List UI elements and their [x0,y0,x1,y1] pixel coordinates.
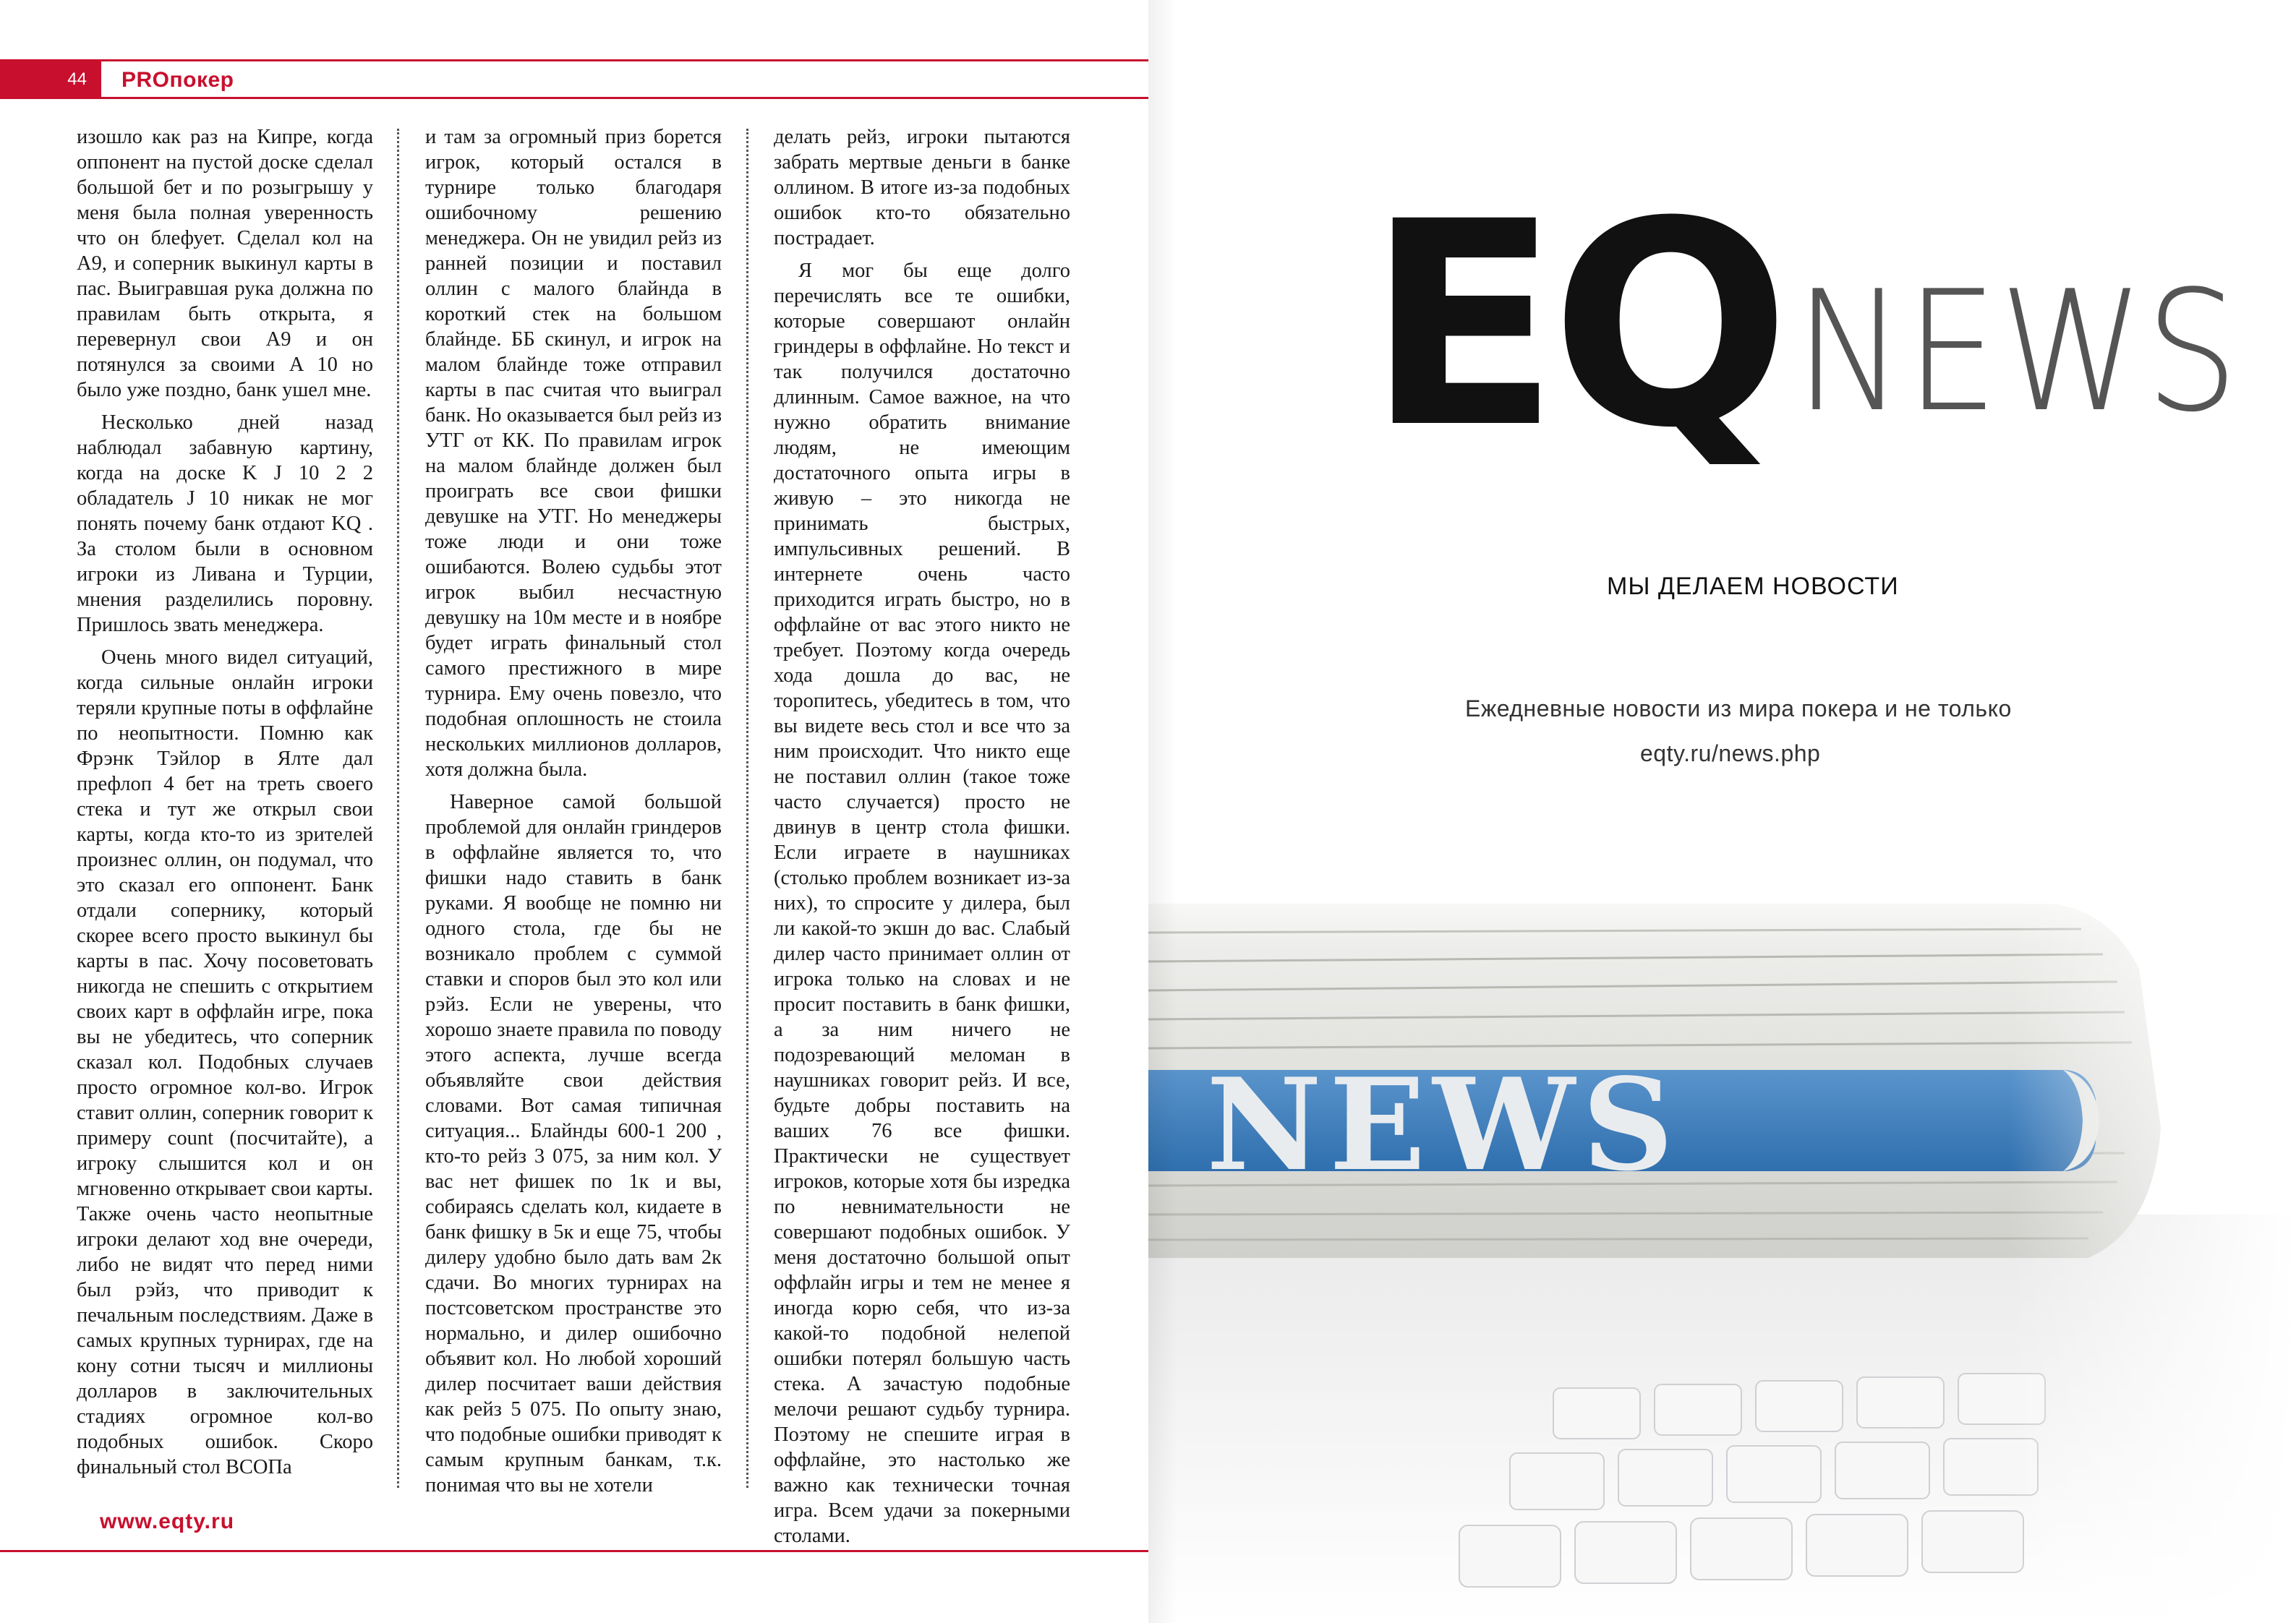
ad-tagline: МЫ ДЕЛАЕМ НОВОСТИ [1607,573,1899,600]
paragraph: делать рейз, игроки пытаются забрать мертвые деньги в банке оллином. В итоге из-за подобных ошибок кто-то обязательно пострадает. [774,126,1070,249]
gutter-shadow [1148,0,1177,1623]
page-number-box [0,61,101,98]
article-column-2 [425,124,722,1496]
paragraph: Очень много видел ситуаций, когда сильные онлайн игроки теряли крупные поты в оффлайне по неопытности. Помню как Фрэнк Тэйлор в Ялте дал префлоп 4 бет на треть своего стека и тут же открыл свои карты, когда кто-то из зрителей произнес оллин, он подумал, что это сказал его оппонент. Банк отдали сопернику, который скорее всего просто выкинул бы карты в пас. Хочу посоветовать никогда не спешить с открытием своих карт в оффлайн игре, пока вы не убедитесь, что соперник сказал кол. Подобных случаев просто огромное кол-во. Игрок ставит оллин, соперник говорит к примеру count (посчитайте), а игроку слышится кол и он мгновенно открывает свои карты. Также очень часто неопытные игроки делают ход вне очереди, либо не видят что перед ними был рэйз, что приводит к печальным последствиям. Даже в самых крупных турнирах, где на кону сотни тысяч и миллионы долларов в заключительных стадиях огромное кол-во подобных ошибок. Скоро финальный стол ВСОПа [77,646,373,1478]
header-bottom-rule [0,97,1148,99]
section-title: PROпокер [121,68,234,92]
paragraph: Наверное самой большой проблемой для онлайн гриндеров в оффлайне является то, что фишки надо ставить в банк руками. Я вообще не помню ни одного стола, где бы не возникало проблем с суммой ставки и споров был это кол или рэйз. Если не уверены, что хорошо знаете правила по поводу этого аспекта, лучше всегда объявляйте свои действия словами. Вот самая типичная ситуация... Блайнды 600-1 200 , кто-то рейз 3 075, за ним кол. У вас нет фишек по 1к и вы, собираясь сделать кол, кидаете в банк фишку в 5к и еще 75, чтобы дилеру удобно было дать вам 2к сдачи. Во многих турнирах на постсоветском пространстве это нормально, и дилер ошибочно объявит кол. Но любой хороший дилер посчитает ваши действия как рейз 5 075. По опыту знаю, что подобные ошибки приводят к самым крупным банкам, т.к. понимая что вы не хотели [425,791,722,1496]
paragraph: Несколько дней назад наблюдал забавную картину, когда на доске K J 10 2 2 обладатель J 10 никак не мог понять почему банк отдают KQ . За столом были в основном игроки из Ливана и Турции, мнения разделились поровну. Пришлось звать менеджера. [77,411,373,636]
logo-eq: EQ [1367,161,1782,489]
footer-rule [0,1550,1148,1552]
article-column-3 [774,124,1070,1547]
column-divider [746,129,748,1488]
page-number: 44 [67,69,87,89]
footer-url[interactable]: www.eqty.ru [100,1509,235,1533]
header-top-rule [0,59,1148,61]
paragraph: изошло как раз на Кипре, когда оппонент на пустой доске сделал большой бет и по розыгрышу у меня была полная уверенность что он блефует. Сделал кол на A9, и соперник выкинул карты в пас. Выигравшая рука должна по правилам быть открыта, я перевернул свои A9 и он потянулся за своими A 10 но было уже поздно, банк ушел мне. [77,126,373,401]
eqnews-logo [1367,161,2296,489]
ad-url[interactable]: eqty.ru/news.php [1640,740,1821,766]
newspaper-stack-image [1148,853,2296,1623]
column-divider [397,129,399,1488]
article-column-1 [77,124,373,1483]
paragraph: и там за огромный приз борется игрок, который остался в турнире только благодаря ошибочному решению менеджера. Он не увидил рейз из ранней позиции и поставил оллин с малого блайнда в короткий стек на большом блайнде. ББ скинул, и игрок на малом блайнде тоже отправил карты в пас считая что выиграл банк. Но оказывается был рейз из УТГ от КК. По правилам игрок на малом блайнде должен был проиграть все свои фишки девушке на УТГ. Но менеджеры тоже люди и они тоже ошибаются. Волею судьбы этот игрок выбил несчастную девушку на 10м месте и в ноябре будет играть финальный стол самого престижного в мире турнира. Ему очень повезло, что подобная оплошность не стоила нескольких миллионов долларов, хотя должна была. [425,126,722,781]
ad-description: Ежедневные новости из мира покера и не только [1465,695,2012,721]
logo-news: NEWS [1794,256,2240,449]
paragraph: Я мог бы еще долго перечислять все те ошибки, которые совершают онлайн гриндеры в оффлайне. Но текст и так получился достаточно длинным. Самое важное, на что нужно обратить внимание людям, не имеющим достаточного опыта игры в живую – это никогда не принимать быстрых, импульсивных решений. В интернете очень часто приходится играть быстро, но в оффлайне от вас этого никто не требует. Поэтому когда очередь хода дошла до вас, не торопитесь, убедитесь в том, что вы видете весь стол и все что за ним происходит. Что никто еще не поставил оллин (такое тоже часто случается) просто не двинув в центр стола фишки. Если играете в наушниках (столько проблем возникает из-за них), то спросите у дилера, был ли какой-то экшн до вас. Слабый дилер часто принимает оллин от игрока только на словах и не просит поставить в банк фишки, а за ним ничего не подозревающий меломан в наушниках говорит рейз. И все, будьте добры поставить на ваших 76 все фишки. Практически не существует игроков, которые хотя бы изредка по невнимательности не совершают подобных ошибок. У меня достаточно большой опыт оффлайн игры и тем не менее я иногда корю себя, что из-за какой-то подобной нелепой ошибки потерял большую часть стека. А зачастую подобные мелочи решают судьбу турнира. Поэтому не спешите играя в оффлайне, это настолько же важно как технически точная игра. Всем удачи за покерными столами. [774,260,1070,1547]
